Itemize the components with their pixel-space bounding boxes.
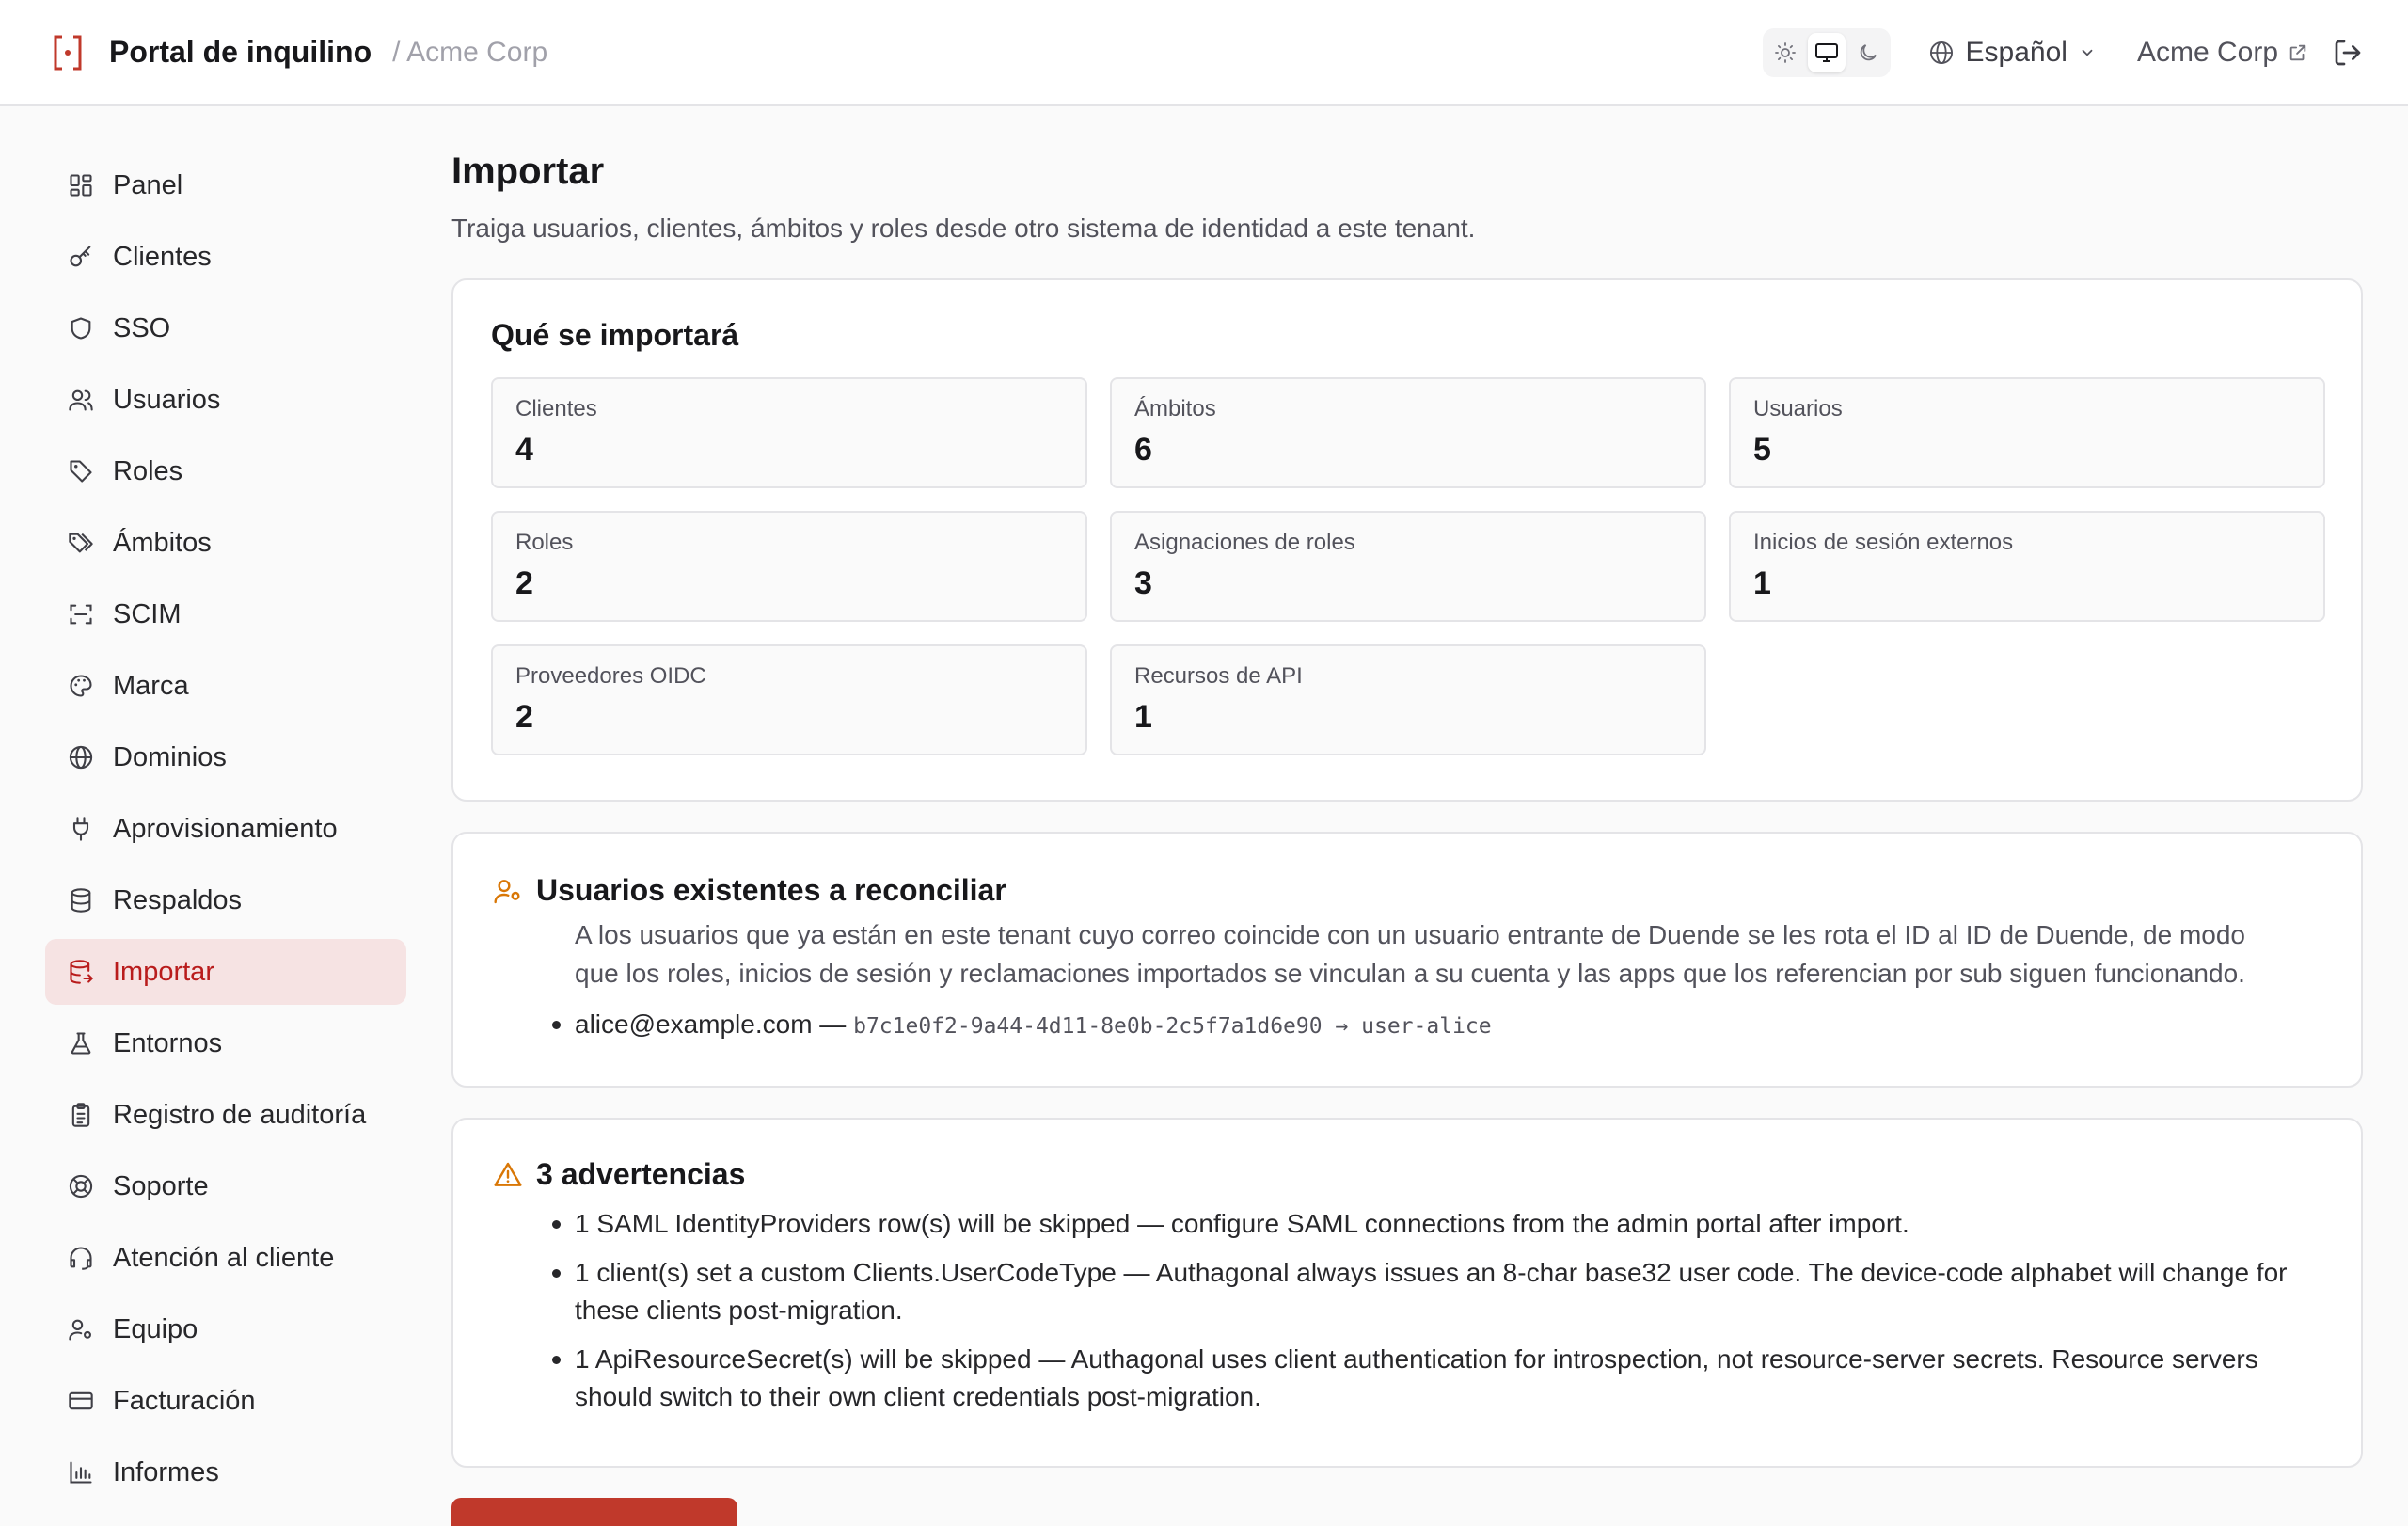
sidebar-item-label: Clientes: [113, 241, 212, 272]
monitor-icon: [1814, 41, 1839, 64]
reconcile-list: [547, 1006, 2323, 1045]
reconcile-email: alice@example.com: [575, 1009, 813, 1039]
tenant-external-link[interactable]: [2137, 37, 2308, 69]
sidebar-item-panel[interactable]: [45, 152, 406, 218]
moon-icon: [1857, 41, 1879, 64]
stat-value: 1: [1134, 699, 1152, 735]
sidebar-item-marca[interactable]: [45, 653, 406, 719]
list-item: [547, 1006, 2323, 1045]
sidebar-item-respaldos[interactable]: [45, 867, 406, 933]
system-theme-button[interactable]: [1808, 33, 1846, 72]
bar-chart-icon: [66, 1457, 96, 1487]
user-cog-icon: [66, 1314, 96, 1344]
scan-icon: [66, 599, 96, 629]
stat-clientes: [491, 377, 1087, 488]
palette-icon: [66, 671, 96, 701]
logout-button[interactable]: [2333, 38, 2363, 68]
brand-logo-icon: [49, 34, 87, 72]
stat-label: Ámbitos: [1134, 396, 1216, 421]
sidebar-item-label: Entornos: [113, 1027, 223, 1058]
sidebar-item-scim[interactable]: [45, 581, 406, 647]
stat-value: 5: [1753, 432, 1771, 468]
users-icon: [66, 385, 96, 415]
reconcile-title: Usuarios existentes a reconciliar: [536, 873, 1006, 907]
stat-label: Clientes: [515, 396, 597, 421]
clipboard-icon: [66, 1100, 96, 1130]
sidebar-item-label: Soporte: [113, 1170, 209, 1201]
sidebar-item-label: Marca: [113, 670, 189, 701]
plug-icon: [66, 814, 96, 844]
dark-theme-button[interactable]: [1849, 33, 1887, 72]
stat-roles: [491, 511, 1087, 622]
import-summary-card: [452, 278, 2363, 802]
external-link-icon: [2288, 42, 2308, 63]
sidebar-item-roles[interactable]: [45, 438, 406, 504]
stat-value: 2: [515, 565, 533, 601]
sidebar-item-importar[interactable]: [45, 939, 406, 1005]
list-item: 1 SAML IdentityProviders row(s) will be skipped — configure SAML connections from the admin portal after import.: [547, 1205, 2323, 1243]
sidebar-nav: [45, 152, 406, 1511]
sidebar-item-label: Facturación: [113, 1385, 256, 1416]
stat-asignaciones-roles: [1110, 511, 1706, 622]
import-stats-grid: [491, 377, 2323, 755]
sidebar-item-usuarios[interactable]: [45, 367, 406, 433]
chevron-down-icon: [2079, 44, 2096, 61]
theme-switcher: [1763, 28, 1891, 77]
stat-value: 2: [515, 699, 533, 735]
list-item: 1 ApiResourceSecret(s) will be skipped — Authagonal uses client authentication for introspection, not resource-server secrets. Resource servers should switch to their own client credentials post-migration.: [547, 1341, 2323, 1416]
reconcile-id-mapping: b7c1e0f2-9a44-4d11-8e0b-2c5f7a1d6e90 → user-alice: [853, 1014, 1492, 1039]
sidebar-item-label: Equipo: [113, 1313, 198, 1344]
light-theme-button[interactable]: [1766, 33, 1804, 72]
app-title: Portal de inquilino: [109, 35, 372, 69]
sidebar-item-equipo[interactable]: [45, 1296, 406, 1362]
tag-icon: [66, 456, 96, 486]
sidebar-item-facturacion[interactable]: [45, 1368, 406, 1434]
user-cog-icon: [491, 874, 525, 908]
sidebar-item-label: Roles: [113, 455, 183, 486]
database-icon: [66, 885, 96, 915]
stat-label: Inicios de sesión externos: [1753, 530, 2014, 555]
warning-icon: [491, 1158, 525, 1192]
page-title: Importar: [452, 151, 605, 192]
stat-recursos-api: [1110, 644, 1706, 755]
sidebar-item-label: Atención al cliente: [113, 1242, 335, 1273]
stat-value: 1: [1753, 565, 1771, 601]
tags-icon: [66, 528, 96, 558]
stat-proveedores-oidc: [491, 644, 1087, 755]
sidebar-item-label: SSO: [113, 312, 171, 343]
warnings-list: [547, 1205, 2323, 1416]
stat-label: Usuarios: [1753, 396, 1843, 421]
warnings-card: [452, 1118, 2363, 1468]
language-selector[interactable]: [1928, 37, 2096, 69]
stat-usuarios: [1729, 377, 2325, 488]
stat-value: 6: [1134, 432, 1152, 468]
reconcile-description: A los usuarios que ya están en este tenant cuyo correo coincide con un usuario entrante de Duende se les rota el ID al ID de Duende, de modo que los roles, inicios de sesión y reclamaciones importados se vinculan a su cuenta y las apps que los referencian por sub siguen funcionando.: [575, 920, 2246, 988]
language-label: Español: [1965, 36, 2067, 68]
headset-icon: [66, 1243, 96, 1273]
sun-icon: [1774, 41, 1797, 64]
stat-label: Proveedores OIDC: [515, 663, 706, 689]
sidebar-item-label: Dominios: [113, 741, 227, 772]
breadcrumb-tenant: / Acme Corp: [392, 36, 548, 68]
sidebar-item-aprovisionamiento[interactable]: [45, 796, 406, 862]
sidebar-item-sso[interactable]: [45, 295, 406, 361]
sidebar-item-label: Ámbitos: [113, 527, 212, 558]
lifebuoy-icon: [66, 1171, 96, 1201]
top-header: [0, 0, 2408, 106]
sidebar-item-label: Importar: [113, 956, 214, 987]
main-content: [452, 151, 2363, 1411]
sidebar-item-ambitos[interactable]: [45, 510, 406, 576]
sidebar-item-label: Informes: [113, 1456, 219, 1487]
logout-icon: [2333, 38, 2363, 68]
stat-label: Asignaciones de roles: [1134, 530, 1355, 555]
shield-icon: [66, 313, 96, 343]
dashboard-icon: [66, 170, 96, 200]
sidebar-item-soporte[interactable]: [45, 1153, 406, 1219]
sidebar-item-entornos[interactable]: [45, 1010, 406, 1076]
sidebar-item-label: Registro de auditoría: [113, 1099, 367, 1130]
warnings-title: 3 advertencias: [536, 1157, 746, 1191]
list-item: 1 client(s) set a custom Clients.UserCodeType — Authagonal always issues an 8-char base32 user code. The device-code alphabet will change for these clients post-migration.: [547, 1254, 2323, 1329]
sidebar-item-label: Usuarios: [113, 384, 221, 415]
flask-icon: [66, 1028, 96, 1058]
sidebar-item-label: SCIM: [113, 598, 182, 629]
stat-inicios-sesion-externos: [1729, 511, 2325, 622]
stat-value: 4: [515, 432, 533, 468]
page-subtitle: Traiga usuarios, clientes, ámbitos y roles desde otro sistema de identidad a este tenant.: [452, 214, 1476, 243]
stat-ambitos: [1110, 377, 1706, 488]
globe-icon: [1928, 40, 1955, 66]
sidebar-item-label: Panel: [113, 169, 183, 200]
database-import-icon: [66, 957, 96, 987]
stat-label: Recursos de API: [1134, 663, 1303, 689]
sidebar-item-atencion-cliente[interactable]: [45, 1225, 406, 1291]
sidebar-item-registro-auditoria[interactable]: [45, 1082, 406, 1148]
sidebar-item-label: Aprovisionamiento: [113, 813, 338, 844]
key-icon: [66, 242, 96, 272]
globe-icon: [66, 742, 96, 772]
sidebar-item-dominios[interactable]: [45, 724, 406, 790]
tenant-link-label: Acme Corp: [2136, 36, 2278, 68]
reconcile-users-card: [452, 832, 2363, 1088]
import-summary-title: Qué se importará: [491, 318, 739, 352]
start-import-button[interactable]: [452, 1498, 737, 1526]
sidebar-item-label: Respaldos: [113, 884, 243, 915]
sidebar-item-clientes[interactable]: [45, 224, 406, 290]
stat-label: Roles: [515, 530, 574, 555]
reconcile-dash: —: [812, 1009, 854, 1039]
stat-value: 3: [1134, 565, 1152, 601]
sidebar-item-informes[interactable]: [45, 1439, 406, 1505]
credit-card-icon: [66, 1386, 96, 1416]
